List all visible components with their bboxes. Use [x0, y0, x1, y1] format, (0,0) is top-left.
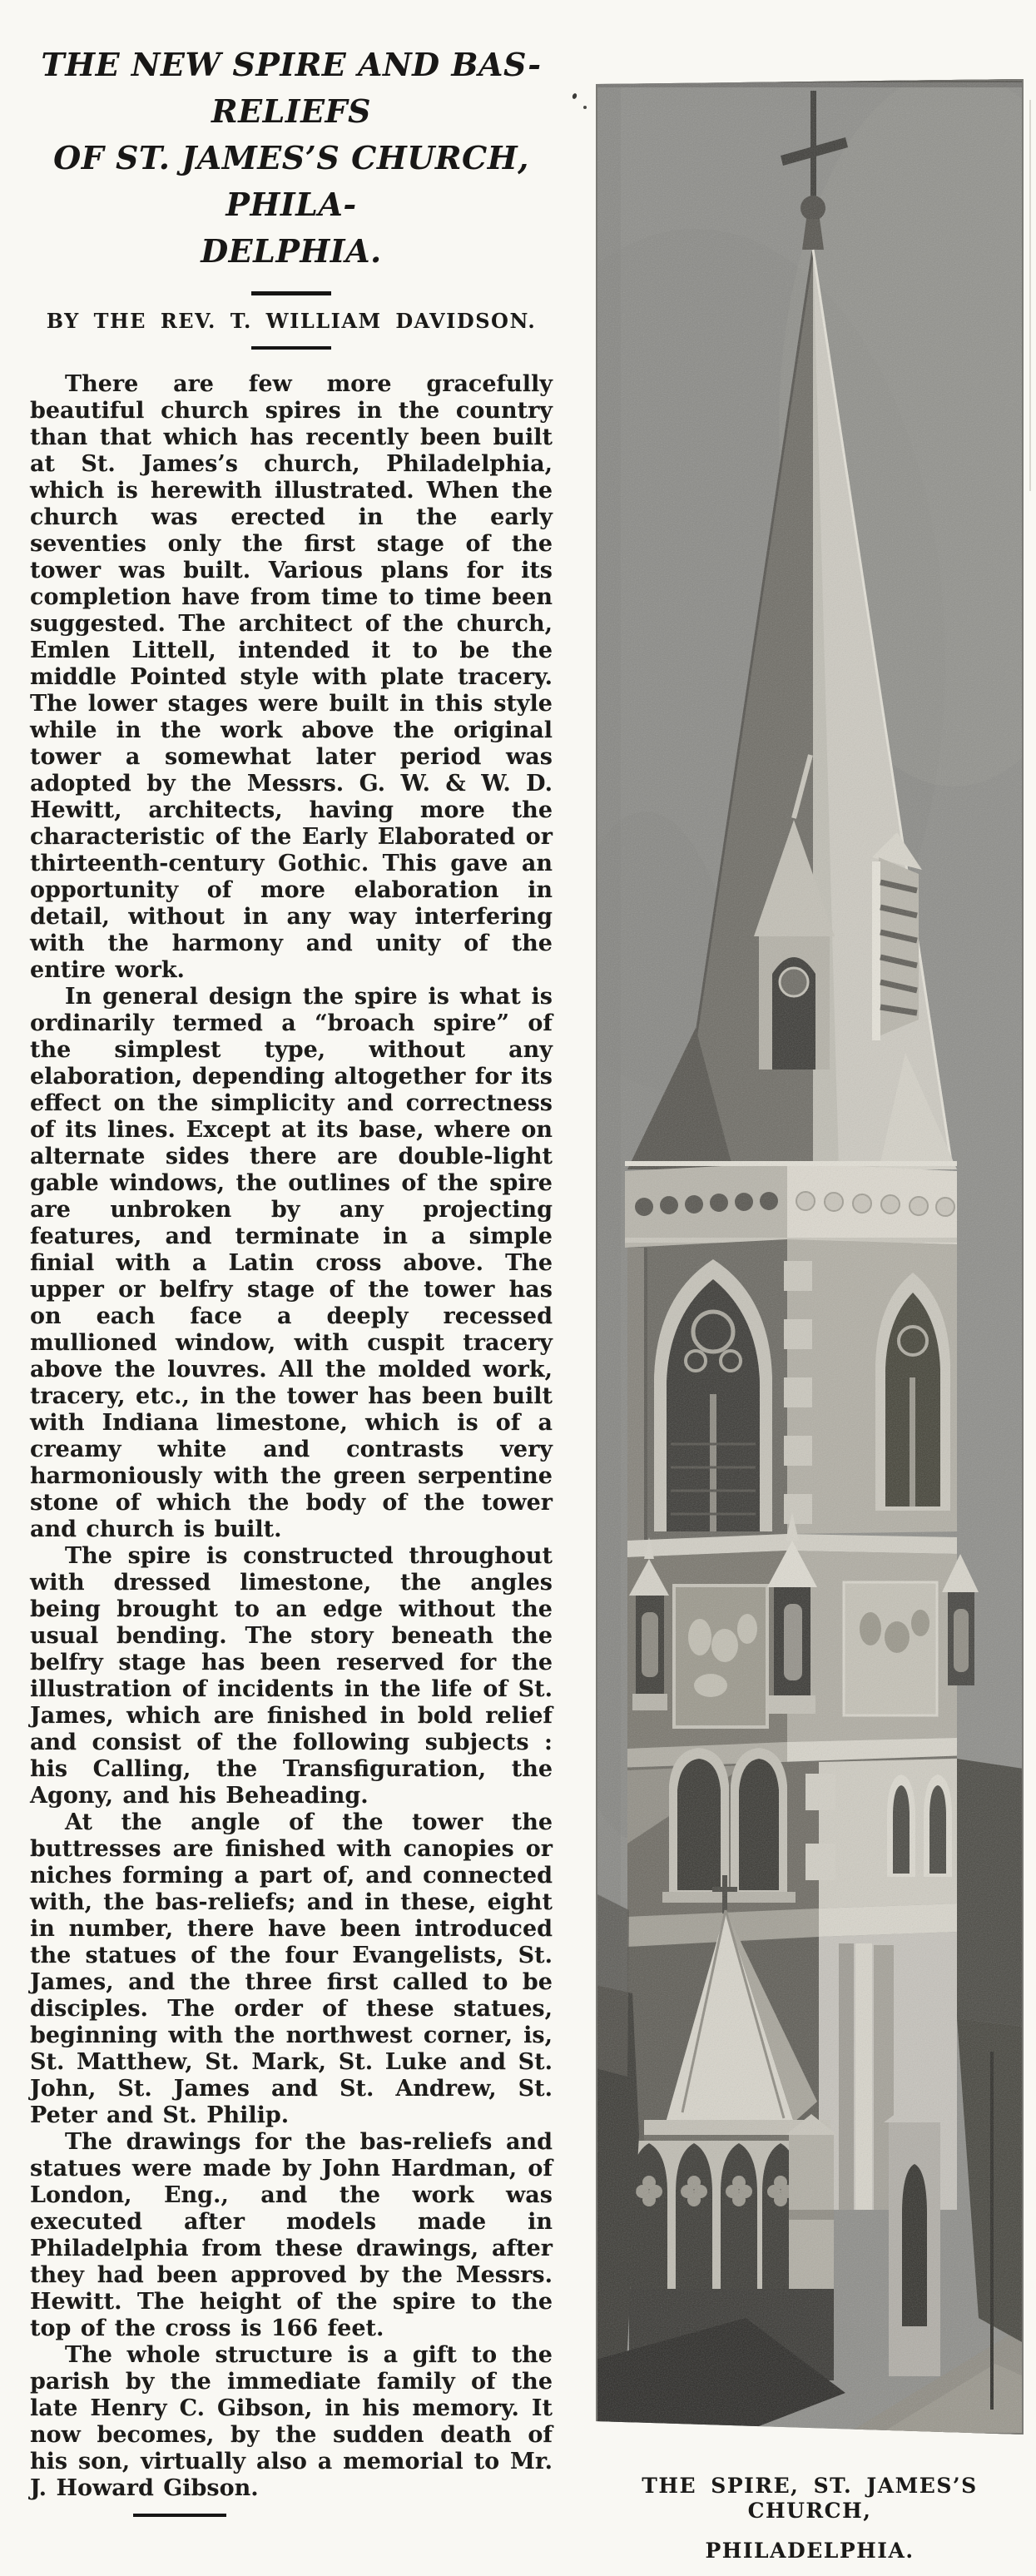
photo-caption — [587, 2474, 1032, 2564]
photo-grain — [596, 79, 1024, 2435]
paragraph: In general design the spire is what is ordinarily termed a “broach spire” of the simplest type, without any elaboration, depending altogether for its effect on the simplicity and correctness of its lines. Except at its base, where on alternate sides there are double-light gable windows, the outlines of the spire are unbroken by any projecting features, and terminate in a simple finial with a Latin cross above. The upper or belfry stage of the tower has on each face a deeply recessed mullioned window, with cuspit tracery above the louvres. All the molded work, tracery, etc., in the tower has been built with Indiana limestone, which is of a creamy white and contrasts very harmoniously with the green serpentine stone of which the body of the tower and church is built. — [30, 984, 553, 1542]
article-title — [30, 42, 553, 275]
spire-photograph — [596, 79, 1024, 2435]
caption-line: THE SPIRE, ST. JAMES’S CHURCH, — [642, 2474, 978, 2523]
title-line: DELPHIA. — [201, 232, 382, 270]
paragraph: The drawings for the bas-reliefs and statues were made by John Hardman, of London, Eng., and the work was executed after models made in Philadelphia from these drawings, after they had been approved by the Messrs. Hewitt. The height of the spire to the top of the cross is 166 feet. — [30, 2129, 553, 2341]
paragraph: At the angle of the tower the buttresses are finished with canopies or niches forming a part of, and connected with, the bas-reliefs; and in these, eight in number, there have been introduced the statues of the four Evangelists, St. James, and the three first called to be disciples. The order of these statues, beginning with the northwest corner, is, St. Matthew, St. Mark, St. Luke and St. John, St. James and St. Andrew, St. Peter and St. Philip. — [30, 1809, 553, 2128]
ink-speck — [572, 92, 577, 99]
paragraph: The whole structure is a gift to the parish by the immediate family of the late Henry C. Gibson, in his memory. It now becomes, by the sudden death of his son, virtually also a memorial to Mr. J. Howard Gibson. — [30, 2342, 553, 2501]
caption-line: PHILADELPHIA. — [705, 2539, 915, 2563]
divider-rule — [251, 291, 331, 295]
end-rule — [133, 2514, 226, 2517]
byline: BY THE REV. T. WILLIAM DAVIDSON. — [46, 309, 537, 333]
title-line: OF ST. JAMES’S CHURCH, PHILA- — [53, 139, 529, 223]
title-line: THE NEW SPIRE AND BAS-RELIEFS — [41, 46, 542, 130]
paragraph: There are few more gracefully beautiful church spires in the country than that which has recently been built at St. James’s church, Philadelphia, which is herewith illustrated. When the church was erected in the early seventies only the first stage of the tower was built. Various plans for its completion have from time to time been suggested. The architect of the church, Emlen Littell, intended it to be the middle Pointed style with plate tracery. The lower stages were built in this style while in the work above the original tower a somewhat later period was adopted by the Messrs. G. W. & W. D. Hewitt, architects, having more the characteristic of the Early Elaborated or thirteenth-century Gothic. This gave an opportunity of more elaboration in detail, without in any way interfering with the harmony and unity of the entire work. — [30, 371, 553, 983]
paragraph: The spire is constructed throughout with dressed limestone, the angles being brought to an edge without the usual bending. The story beneath the belfry stage has been reserved for the illustration of incidents in the life of St. James, which are finished in bold relief and consist of the following subjects : his Calling, the Transfiguration, the Agony, and his Beheading. — [30, 1543, 553, 1809]
divider-rule — [251, 346, 331, 350]
ink-speck — [583, 106, 587, 109]
article-column — [30, 42, 553, 2517]
scan-edge-line — [1029, 100, 1031, 491]
